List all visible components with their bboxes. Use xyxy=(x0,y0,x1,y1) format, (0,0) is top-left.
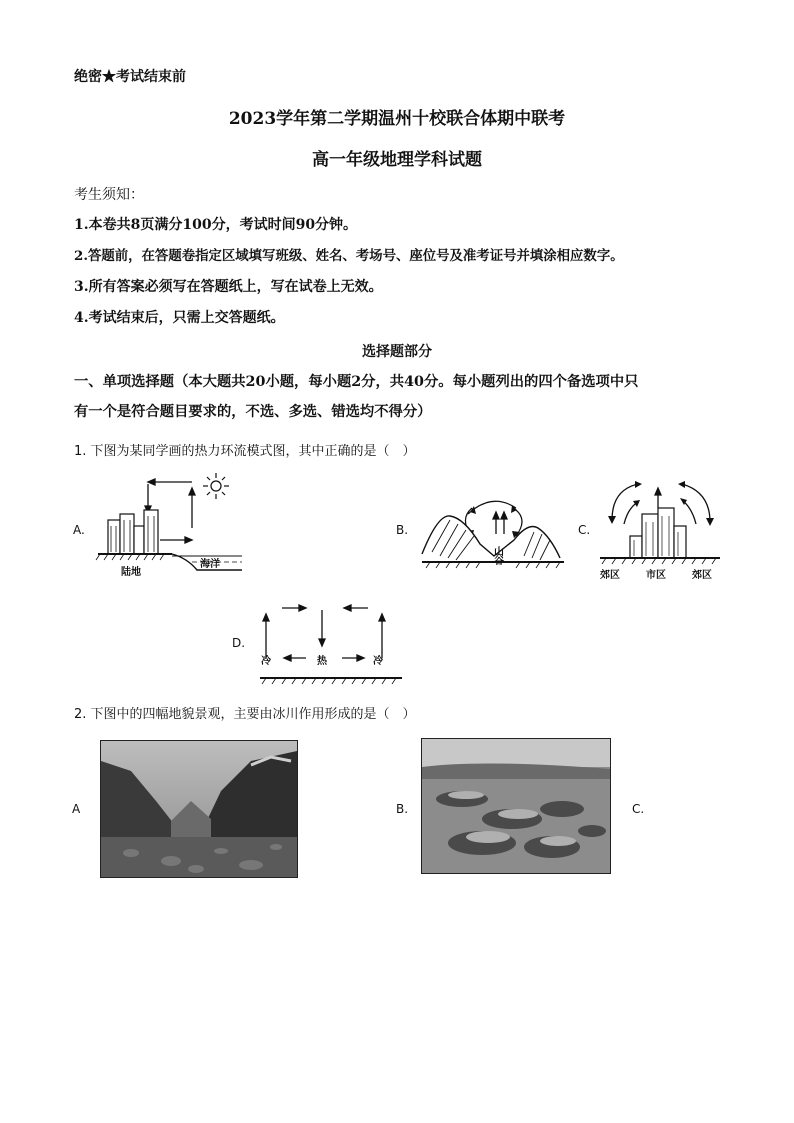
question-1-stem: 1. 下图为某同学画的热力环流模式图，其中正确的是（ ） xyxy=(74,444,416,459)
q1-diagram-urban-heat-island xyxy=(598,478,722,570)
section-instruction-line2: 有一个是符合题目要求的，不选、多选、错选均不得分） xyxy=(74,404,432,420)
question-2-stem: 2. 下图中的四幅地貌景观，主要由冰川作用形成的是（ ） xyxy=(74,707,416,722)
q1-diagram-hot-cold-circulation xyxy=(256,596,406,688)
q1-option-a-label: A. xyxy=(73,523,85,537)
q1-diagram-mountain-valley xyxy=(420,474,566,578)
notice-item-3: 3.所有答案必须写在答题纸上，写在试卷上无效。 xyxy=(74,279,383,295)
notice-item-4: 4.考试结束后，只需上交答题纸。 xyxy=(74,310,285,326)
q1d-cold-right-label: 冷 xyxy=(373,656,383,667)
q1b-valley-label: 山谷 xyxy=(494,547,504,567)
q1-option-d-label: D. xyxy=(232,636,246,650)
q1c-suburb-left-label: 郊区 xyxy=(600,570,620,581)
q1d-cold-left-label: 冷 xyxy=(261,656,271,667)
section-instruction-line1: 一、单项选择题（本大题共20小题，每小题2分，共40分。每小题列出的四个备选项中只 xyxy=(74,374,639,390)
q1a-land-label: 陆地 xyxy=(121,567,141,578)
exam-subtitle: 高一年级地理学科试题 xyxy=(312,150,482,170)
q1c-suburb-right-label: 郊区 xyxy=(692,570,712,581)
notice-item-2: 2.答题前，在答题卷指定区域填写班级、姓名、考场号、座位号及准考证号并填涂相应数字。 xyxy=(74,248,624,264)
confidential-label: 绝密★考试结束前 xyxy=(74,69,186,85)
q1d-hot-label: 热 xyxy=(317,656,327,667)
notice-heading: 考生须知： xyxy=(74,187,144,203)
q1-diagram-land-sea xyxy=(92,470,252,580)
q1a-sea-label: 海洋 xyxy=(200,559,220,570)
q1c-city-label: 市区 xyxy=(646,570,666,581)
sun-icon xyxy=(203,473,229,499)
exam-title: 2023学年第二学期温州十校联合体期中联考 xyxy=(228,109,566,129)
q1-option-c-label: C. xyxy=(578,523,591,537)
q2-option-c-label: C. xyxy=(632,802,645,816)
q2-photo-wind-erosion-landforms xyxy=(421,738,611,874)
q2-option-a-label: A xyxy=(72,802,81,816)
q1-option-b-label: B. xyxy=(396,523,409,537)
q2-photo-glacial-valley xyxy=(100,740,298,878)
q2-option-b-label: B. xyxy=(396,802,409,816)
moon-icon xyxy=(544,480,558,497)
notice-item-1: 1.本卷共8页满分100分，考试时间90分钟。 xyxy=(74,217,358,233)
part-title: 选择题部分 xyxy=(362,344,432,360)
